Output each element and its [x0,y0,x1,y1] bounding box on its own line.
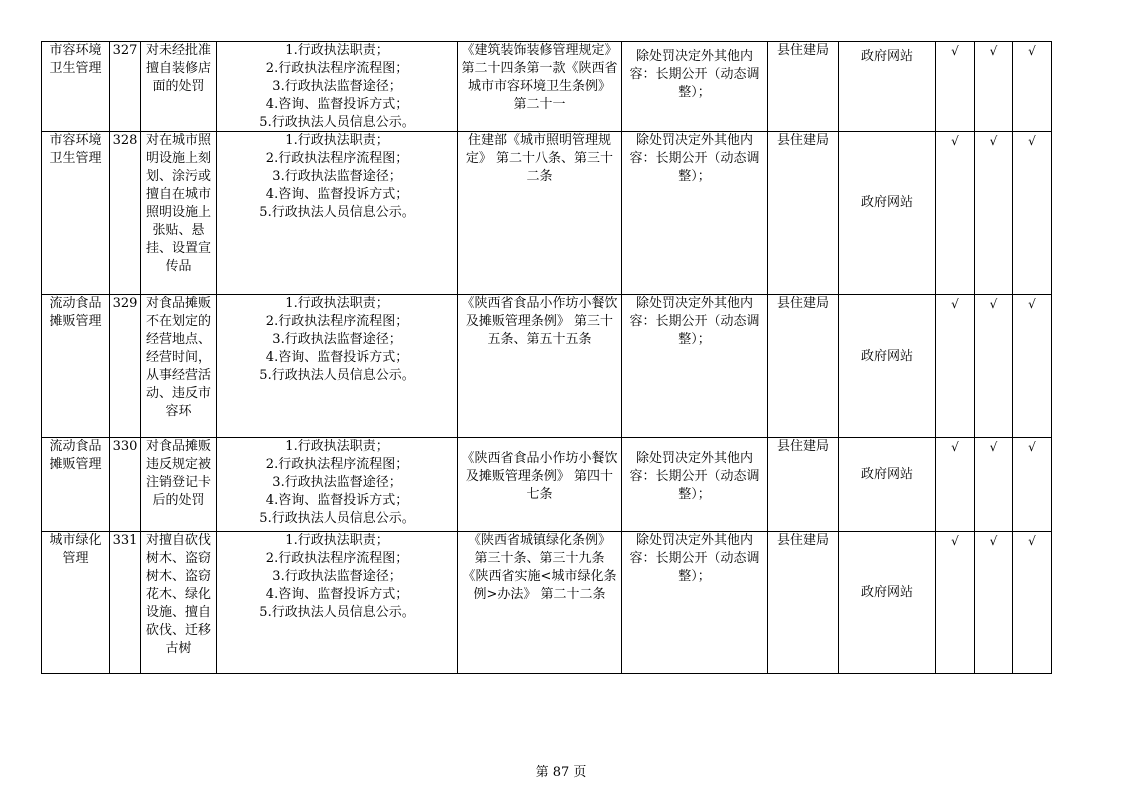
content-item: 5.行政执法人员信息公示。 [259,605,415,620]
table-row [42,295,1052,438]
check-mark: √ [1013,438,1052,532]
table-row [42,532,1052,674]
content-item: 5.行政执法人员信息公示。 [259,368,415,383]
subject-cell: 县住建局 [768,532,839,674]
number-cell: 330 [110,438,141,532]
item-cell: 对在城市照明设施上刻划、涂污或擅自在城市照明设施上张贴、悬挂、设置宣传品 [145,133,211,274]
basis-cell: 《陕西省食品小作坊小餐饮及摊贩管理条例》 第四十七条 [461,451,618,502]
content-cell [217,532,458,674]
category-cell: 市容环境卫生管理 [42,132,110,295]
category-cell: 市容环境卫生管理 [42,42,110,132]
item-cell: 对食品摊贩违反规定被注销登记卡后的处罚 [145,439,211,508]
disclosure-table [41,41,1052,674]
basis-cell: 《陕西省城镇绿化条例》 第三十条、第三十九条 《陕西省实施<城市绿化条例>办法》 第二十二条 [458,532,622,674]
page-number: 第 87 页 [535,765,587,780]
channel-cell: 政府网站 [860,585,913,600]
period-cell: 除处罚决定外其他内容：长期公开（动态调整）； [622,132,768,295]
content-item: 4.咨询、监督投诉方式； [265,350,409,365]
content-item: 5.行政执法人员信息公示。 [259,205,415,220]
check-mark: √ [1013,532,1052,674]
content-item: 2.行政执法程序流程图； [265,61,409,76]
content-cell [217,42,458,132]
content-cell [217,438,458,532]
content-item: 1.行政执法职责； [285,533,389,548]
content-item: 4.咨询、监督投诉方式； [265,587,409,602]
content-item: 4.咨询、监督投诉方式； [265,187,409,202]
content-cell [217,295,458,438]
category-cell: 流动食品摊贩管理 [42,295,110,438]
channel-cell: 政府网站 [860,349,913,364]
content-item: 3.行政执法监督途径； [272,169,402,184]
category-cell: 流动食品摊贩管理 [42,438,110,532]
subject-cell: 县住建局 [768,438,839,532]
number-cell: 327 [110,42,141,132]
content-item: 2.行政执法程序流程图； [265,551,409,566]
content-item: 1.行政执法职责； [285,133,389,148]
check-mark: √ [936,132,975,295]
content-item: 4.咨询、监督投诉方式； [265,493,409,508]
check-mark: √ [936,295,975,438]
content-item: 4.咨询、监督投诉方式； [265,97,409,112]
number-cell: 329 [110,295,141,438]
subject-cell: 县住建局 [768,295,839,438]
table-row [42,132,1052,295]
basis-cell: 《陕西省食品小作坊小餐饮及摊贩管理条例》 第三十五条、第五十五条 [458,295,622,438]
check-mark: √ [936,532,975,674]
item-cell: 对未经批准擅自装修店面的处罚 [145,43,211,94]
number-cell: 331 [110,532,141,674]
channel-cell: 政府网站 [860,467,913,482]
check-mark: √ [1013,42,1052,132]
table-row [42,438,1052,532]
subject-cell: 县住建局 [768,42,839,132]
check-mark: √ [1013,295,1052,438]
content-item: 3.行政执法监督途径； [272,332,402,347]
check-mark: √ [936,438,975,532]
content-cell [217,132,458,295]
item-cell: 对食品摊贩不在划定的经营地点、经营时间，从事经营活动、违反市容环 [145,296,211,419]
content-item: 2.行政执法程序流程图； [265,151,409,166]
period-cell: 除处罚决定外其他内容：长期公开（动态调整）； [622,532,768,674]
check-mark: √ [975,132,1013,295]
item-cell: 对擅自砍伐树木、盗窃树木、盗窃花木、绿化设施、擅自砍伐、迁移古树 [145,533,211,656]
content-item: 2.行政执法程序流程图； [265,314,409,329]
check-mark: √ [1013,132,1052,295]
content-item: 3.行政执法监督途径； [272,79,402,94]
check-mark: √ [975,532,1013,674]
channel-cell: 政府网站 [860,49,913,64]
category-cell: 城市绿化管理 [42,532,110,674]
period-cell: 除处罚决定外其他内容：长期公开（动态调整）； [622,295,768,438]
table-row [42,42,1052,132]
check-mark: √ [936,42,975,132]
number-cell: 328 [110,132,141,295]
subject-cell: 县住建局 [768,132,839,295]
content-item: 1.行政执法职责； [285,439,389,454]
content-item: 5.行政执法人员信息公示。 [259,115,415,130]
basis-cell: 《建筑装饰装修管理规定》 第二十四条第一款《陕西省城市市容环境卫生条例》 第二十一 [461,43,618,112]
content-item: 5.行政执法人员信息公示。 [259,511,415,526]
content-item: 1.行政执法职责； [285,296,389,311]
period-cell: 除处罚决定外其他内容：长期公开（动态调整）； [629,451,760,502]
basis-cell: 住建部《城市照明管理规定》 第二十八条、第三十二条 [458,132,622,295]
check-mark: √ [975,438,1013,532]
content-item: 2.行政执法程序流程图； [265,457,409,472]
check-mark: √ [975,295,1013,438]
content-item: 3.行政执法监督途径； [272,569,402,584]
period-cell: 除处罚决定外其他内容：长期公开（动态调整）； [629,49,760,100]
channel-cell: 政府网站 [860,195,913,210]
content-item: 1.行政执法职责； [285,43,389,58]
content-item: 3.行政执法监督途径； [272,475,402,490]
check-mark: √ [975,42,1013,132]
